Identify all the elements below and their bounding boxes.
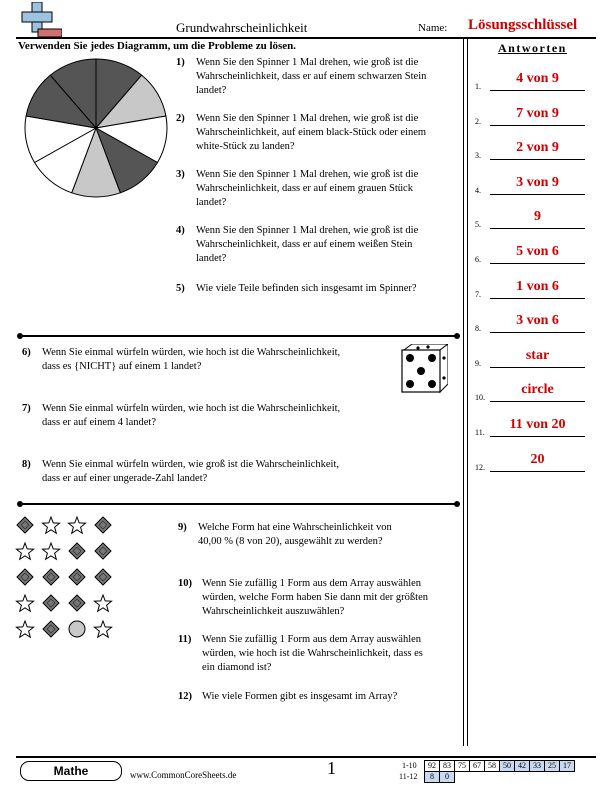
answer-line: [490, 228, 585, 229]
question-text: [196, 224, 418, 266]
answer-number: 7.: [475, 289, 481, 299]
score-cell: 75: [455, 761, 470, 772]
answer-number: 2.: [475, 116, 481, 126]
diamond-shape: [17, 569, 33, 585]
question-line: Wahrscheinlichkeit, dass er auf einem schwarzen Stein: [196, 71, 427, 82]
answer-number: 4.: [475, 185, 481, 195]
answer-line: [490, 471, 585, 472]
answer-line: [490, 159, 585, 160]
question-line: dass er auf einer ungerade-Zahl landet?: [42, 473, 208, 484]
star-shape: [68, 517, 85, 533]
score-cell: 92: [425, 761, 440, 772]
diamond-shape: [95, 569, 111, 585]
question-line: Wenn Sie den Spinner 1 Mal drehen, wie groß ist die: [196, 225, 419, 236]
question-line: Welche Form hat eine Wahrscheinlichkeit von: [198, 522, 392, 533]
answer-value[interactable]: 2 von 9: [516, 140, 559, 156]
answer-number: 5.: [475, 220, 481, 230]
question-number: 12): [178, 691, 192, 702]
answer-number: 1.: [475, 82, 481, 91]
answer-value[interactable]: 9: [534, 209, 541, 225]
question-line: Wahrscheinlichkeit, dass er auf einem grauen Stück: [196, 183, 413, 194]
diamond-shape: [43, 569, 59, 585]
question-line: Wahrscheinlichkeit, auf einem black-Stück oder einem: [196, 127, 427, 138]
question-number: 2): [176, 113, 185, 124]
question-line: Wie viele Teile befinden sich insgesamt im Spinner?: [196, 283, 417, 294]
question-number: 3): [176, 169, 185, 180]
score-cell: 25: [545, 761, 560, 772]
question-line: würden, wie hoch ist die Wahrscheinlichkeit, dass es: [202, 648, 423, 659]
question-number: 1): [176, 57, 185, 68]
shape-array: [14, 514, 124, 644]
star-shape: [16, 621, 33, 637]
question-line: Wenn Sie einmal würfeln würden, wie groß ist die Wahrscheinlichkeit,: [42, 459, 339, 470]
star-shape: [94, 621, 111, 637]
question-line: white-Stück zu landen?: [196, 141, 295, 152]
answer-line: [490, 367, 585, 368]
question-line: Wie viele Formen gibt es insgesamt im Array?: [202, 691, 398, 702]
answer-line: [490, 194, 585, 195]
answer-number: 6.: [475, 255, 481, 264]
answer-value[interactable]: star: [525, 347, 550, 363]
score-cell: 17: [560, 761, 575, 772]
answer-number: 10.: [475, 393, 485, 403]
answer-column-divider: [463, 39, 468, 746]
question-line: Wenn Sie den Spinner 1 Mal drehen, wie groß ist die: [196, 57, 419, 68]
page-title: Grundwahrscheinlichkeit: [176, 20, 308, 35]
footer-divider: [16, 756, 596, 758]
question-line: dass es {NICHT} auf einem 1 landet?: [42, 361, 202, 372]
question-number: 4): [176, 225, 185, 236]
question-text: [198, 521, 392, 549]
answer-number: 8.: [475, 324, 481, 334]
question-line: Wahrscheinlichkeit, dass er auf einem weißen Stein: [196, 239, 413, 250]
score-cell: 33: [530, 761, 545, 772]
name-value: Lösungsschlüssel: [468, 17, 578, 33]
question-number: 9): [178, 522, 187, 533]
question-line: Wahrscheinlichkeit auszuwählen?: [202, 606, 345, 617]
answer-value[interactable]: 3 von 6: [516, 313, 559, 329]
star-shape: [94, 595, 111, 611]
answer-line: [490, 401, 585, 402]
question-line: ein diamond ist?: [202, 662, 272, 673]
question-number: 10): [178, 578, 192, 589]
score-table: [424, 771, 455, 783]
name-label: Name:: [418, 22, 448, 34]
question-number: 5): [176, 283, 185, 294]
question-line: landet?: [196, 197, 227, 208]
section-divider: [20, 335, 457, 337]
answer-value[interactable]: 4 von 9: [516, 71, 559, 86]
question-text: [202, 690, 397, 704]
question-text: [196, 168, 418, 210]
question-text: [42, 402, 340, 430]
diamond-shape: [69, 543, 85, 559]
answer-line: [490, 332, 585, 333]
score-cell: 0: [440, 772, 455, 783]
answers-header: Antworten: [498, 41, 567, 55]
star-shape: [42, 543, 59, 559]
question-number: 8): [22, 459, 31, 470]
star-shape: [16, 543, 33, 559]
question-text: [196, 282, 417, 296]
score-cell: 58: [485, 761, 500, 772]
question-text: [202, 577, 428, 619]
question-text: [196, 112, 426, 154]
website-link[interactable]: www.CommonCoreSheets.de: [130, 770, 237, 780]
instructions: Verwenden Sie jedes Diagramm, um die Probleme zu lösen.: [18, 40, 297, 52]
question-text: [42, 346, 340, 374]
answer-number: 11.: [475, 428, 485, 437]
diamond-shape: [69, 569, 85, 585]
score-cell: 50: [500, 761, 515, 772]
answer-value[interactable]: 5 von 6: [516, 244, 559, 259]
header-divider: [16, 37, 596, 39]
answer-value[interactable]: 7 von 9: [516, 105, 559, 121]
diamond-shape: [69, 595, 85, 611]
answer-value[interactable]: 20: [530, 451, 545, 467]
circle-shape: [69, 621, 85, 637]
section-divider: [20, 503, 457, 505]
score-cell: 83: [440, 761, 455, 772]
answer-line: [490, 263, 585, 264]
die-five-icon: [398, 344, 448, 394]
question-text: [42, 458, 339, 486]
score-cell: 8: [425, 772, 440, 783]
question-number: 11): [178, 634, 192, 645]
question-line: 40,00 % (8 von 20), ausgewählt zu werden?: [198, 536, 383, 547]
question-line: landet?: [196, 253, 227, 264]
page-number: 1: [327, 758, 336, 778]
answer-number: 9.: [475, 358, 481, 368]
star-shape: [42, 517, 59, 533]
diamond-shape: [43, 595, 59, 611]
answer-number: 3.: [475, 151, 481, 161]
score-row-label: 1-10: [402, 761, 417, 770]
question-line: Wenn Sie zufällig 1 Form aus dem Array auswählen: [202, 634, 422, 645]
diamond-shape: [17, 517, 33, 533]
spinner-diagram: [22, 56, 170, 200]
answer-line: [490, 90, 585, 91]
question-text: [196, 56, 426, 98]
question-number: 7): [22, 403, 31, 414]
answer-value[interactable]: 11 von 20: [509, 417, 566, 432]
question-line: Wenn Sie zufällig 1 Form aus dem Array auswählen: [202, 578, 422, 589]
question-line: Wenn Sie einmal würfeln würden, wie hoch ist die Wahrscheinlichkeit,: [42, 347, 341, 358]
logo-plus-icon: [16, 2, 62, 38]
question-number: 6): [22, 347, 31, 358]
question-line: dass er auf einem 4 landet?: [42, 417, 156, 428]
diamond-shape: [95, 517, 111, 533]
answer-value[interactable]: 1 von 6: [516, 278, 559, 294]
star-shape: [16, 595, 33, 611]
subject-badge: Mathe: [20, 761, 122, 781]
answer-line: [490, 125, 585, 126]
question-line: Wenn Sie den Spinner 1 Mal drehen, wie groß ist die: [196, 169, 419, 180]
question-text: [202, 633, 423, 675]
score-row-label: 11-12: [399, 772, 418, 781]
question-line: landet?: [196, 85, 227, 96]
answer-line: [490, 436, 585, 437]
answer-line: [490, 298, 585, 299]
answer-value[interactable]: 3 von 9: [516, 174, 559, 190]
score-cell: 67: [470, 761, 485, 772]
question-line: würden, welche Form haben Sie dann mit der größten: [202, 592, 428, 603]
answer-value[interactable]: circle: [521, 382, 554, 398]
diamond-shape: [43, 621, 59, 637]
diamond-shape: [95, 543, 111, 559]
score-cell: 42: [515, 761, 530, 772]
question-line: Wenn Sie den Spinner 1 Mal drehen, wie groß ist die: [196, 113, 419, 124]
answer-number: 12.: [475, 462, 485, 472]
question-line: Wenn Sie einmal würfeln würden, wie hoch ist die Wahrscheinlichkeit,: [42, 403, 341, 414]
